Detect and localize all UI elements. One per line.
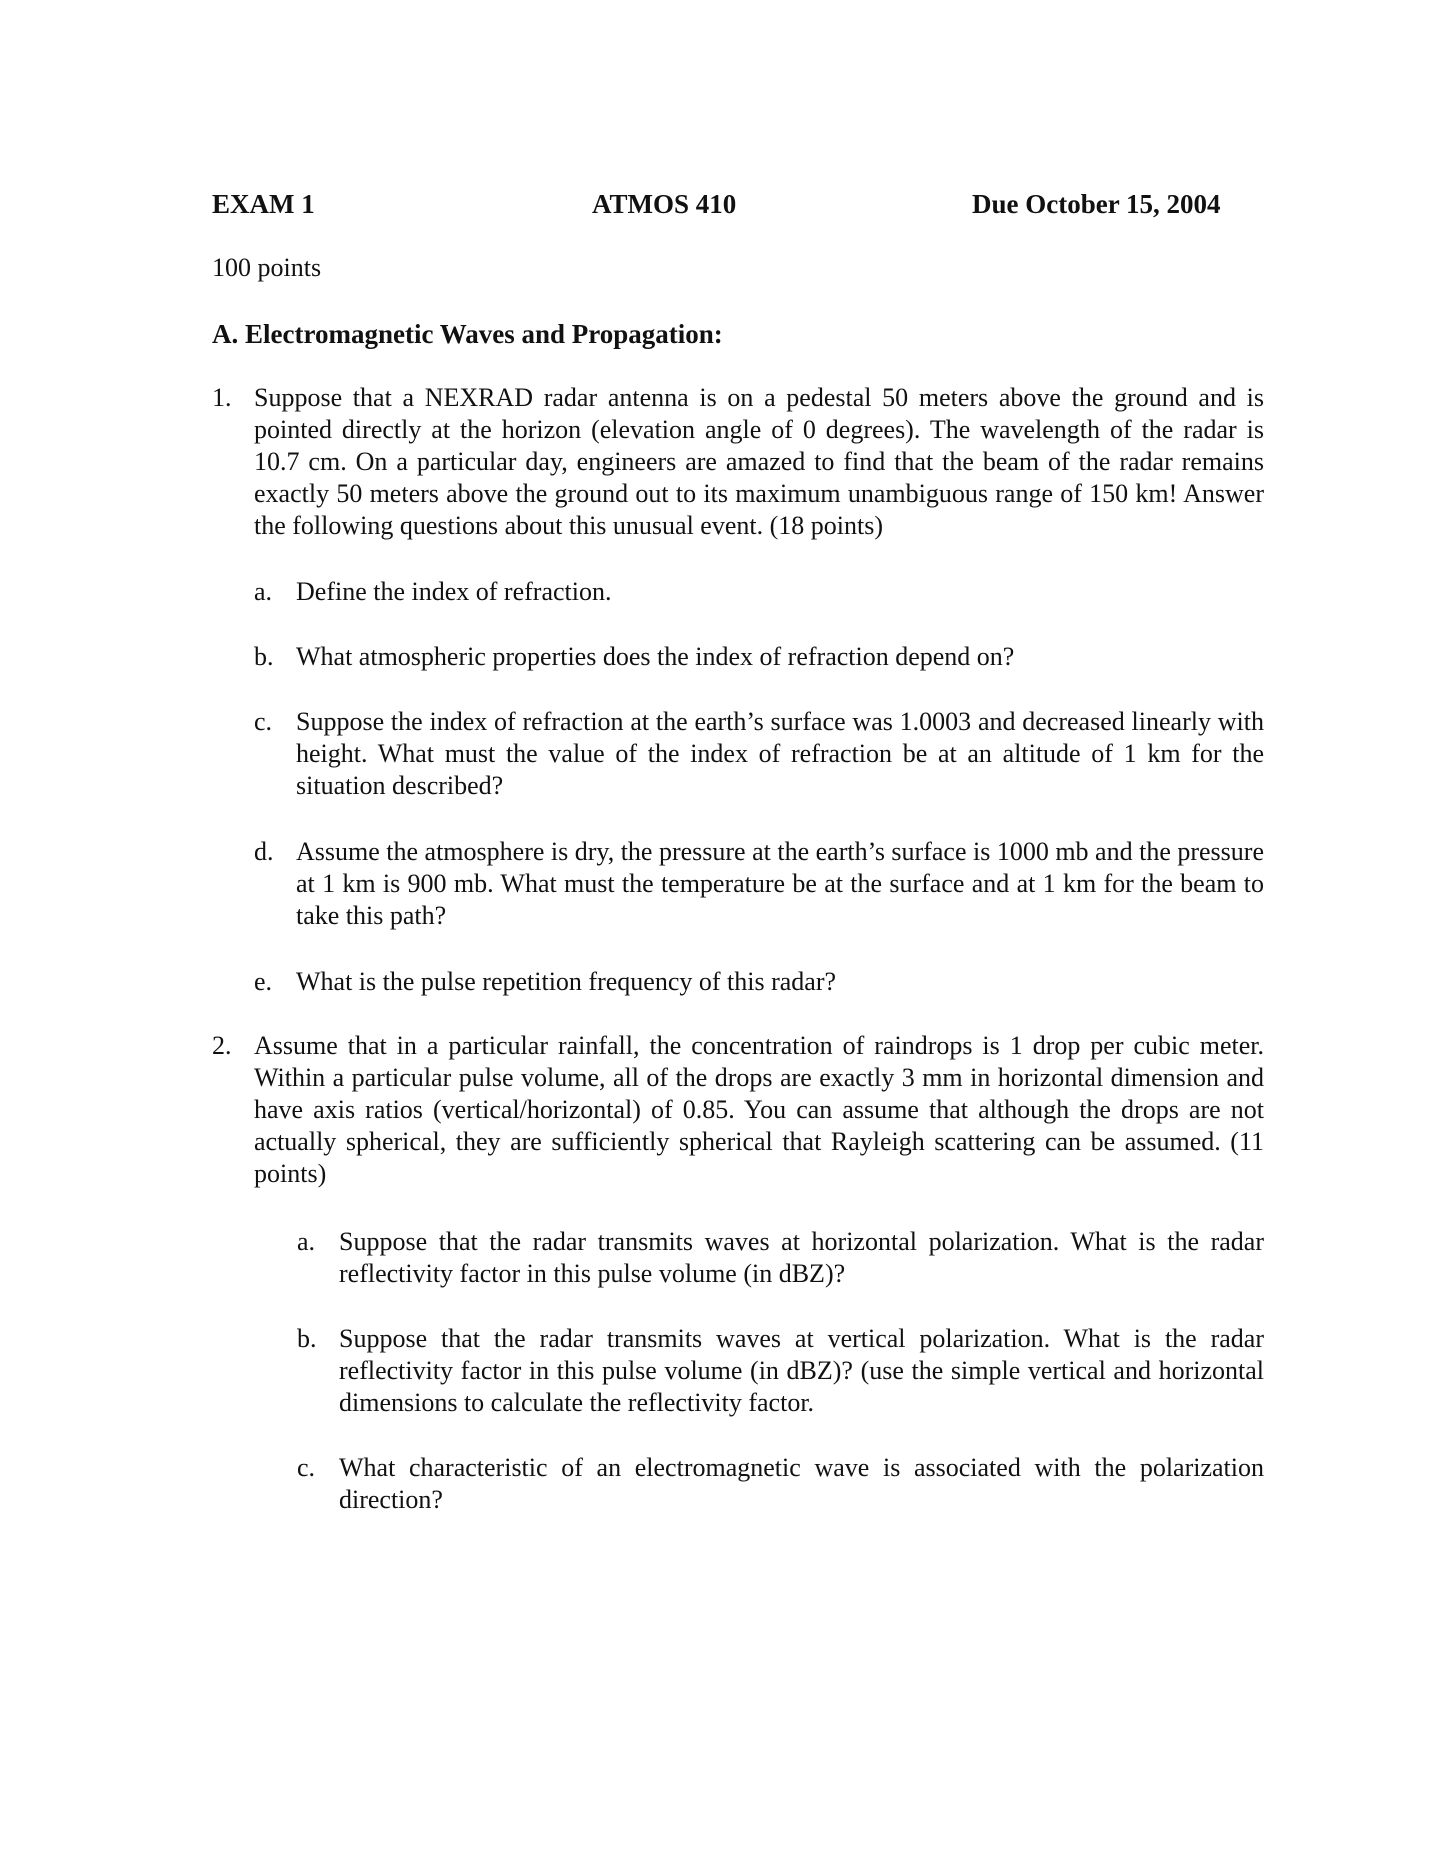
- part-text: Suppose that the radar transmits waves at horizontal polarization. What is the radar reflectivity factor in this pulse volume (in dBZ)?: [339, 1227, 1264, 1288]
- part-label: b.: [254, 642, 274, 671]
- part-text: What atmospheric properties does the index of refraction depend on?: [296, 642, 1015, 671]
- question-2-part-c: [297, 1452, 1264, 1516]
- part-text: Suppose that the radar transmits waves at vertical polarization. What is the radar reflectivity factor in this pulse volume (in dBZ)? (use the simple vertical and horizontal dimensions to calculate the reflectivity factor.: [339, 1324, 1264, 1417]
- part-text: What is the pulse repetition frequency of this radar?: [296, 967, 837, 996]
- part-label: d.: [254, 837, 274, 866]
- exam-header: [212, 188, 1264, 222]
- part-label: a.: [297, 1227, 316, 1256]
- question-1-part-a: [254, 576, 1264, 608]
- section-title: A. Electromagnetic Waves and Propagation:: [212, 319, 723, 349]
- part-label: c.: [254, 707, 273, 736]
- question-1-part-c: [254, 706, 1264, 802]
- question-2: [212, 1030, 1264, 1190]
- exam-title: EXAM 1: [212, 189, 315, 219]
- question-1-part-e: [254, 966, 1264, 998]
- question-1: [212, 382, 1264, 542]
- due-date: Due October 15, 2004: [972, 189, 1221, 219]
- total-points: 100 points: [212, 253, 322, 282]
- question-2-part-a: [297, 1226, 1264, 1290]
- question-text: Assume that in a particular rainfall, the concentration of raindrops is 1 drop per cubic meter. Within a particular pulse volume, all of the drops are exactly 3 mm in horizontal dimension and have axis ratios (vertical/horizontal) of 0.85. You can assume that although the drops are not actually spherical, they are sufficiently spherical that Rayleigh scattering can be assumed. (11 points): [254, 1031, 1264, 1188]
- course-code: ATMOS 410: [592, 189, 737, 219]
- part-text: Suppose the index of refraction at the earth’s surface was 1.0003 and decreased linearly with height. What must the value of the index of refraction be at an altitude of 1 km for the situation described?: [296, 707, 1264, 800]
- part-label: b.: [297, 1324, 317, 1353]
- question-1-part-b: [254, 641, 1264, 673]
- question-number: 1.: [212, 383, 232, 412]
- part-text: What characteristic of an electromagnetic wave is associated with the polarization direction?: [339, 1453, 1264, 1514]
- part-label: e.: [254, 967, 273, 996]
- part-text: Define the index of refraction.: [296, 577, 612, 606]
- part-label: c.: [297, 1453, 316, 1482]
- part-label: a.: [254, 577, 273, 606]
- question-number: 2.: [212, 1031, 232, 1060]
- part-text: Assume the atmosphere is dry, the pressure at the earth’s surface is 1000 mb and the pressure at 1 km is 900 mb. What must the temperature be at the surface and at 1 km for the beam to take this path?: [296, 837, 1264, 930]
- question-2-part-b: [297, 1323, 1264, 1419]
- question-text: Suppose that a NEXRAD radar antenna is on a pedestal 50 meters above the ground and is pointed directly at the horizon (elevation angle of 0 degrees). The wavelength of the radar is 10.7 cm. On a particular day, engineers are amazed to find that the beam of the radar remains exactly 50 meters above the ground out to its maximum unambiguous range of 150 km! Answer the following questions about this unusual event. (18 points): [254, 383, 1264, 540]
- question-1-part-d: [254, 836, 1264, 932]
